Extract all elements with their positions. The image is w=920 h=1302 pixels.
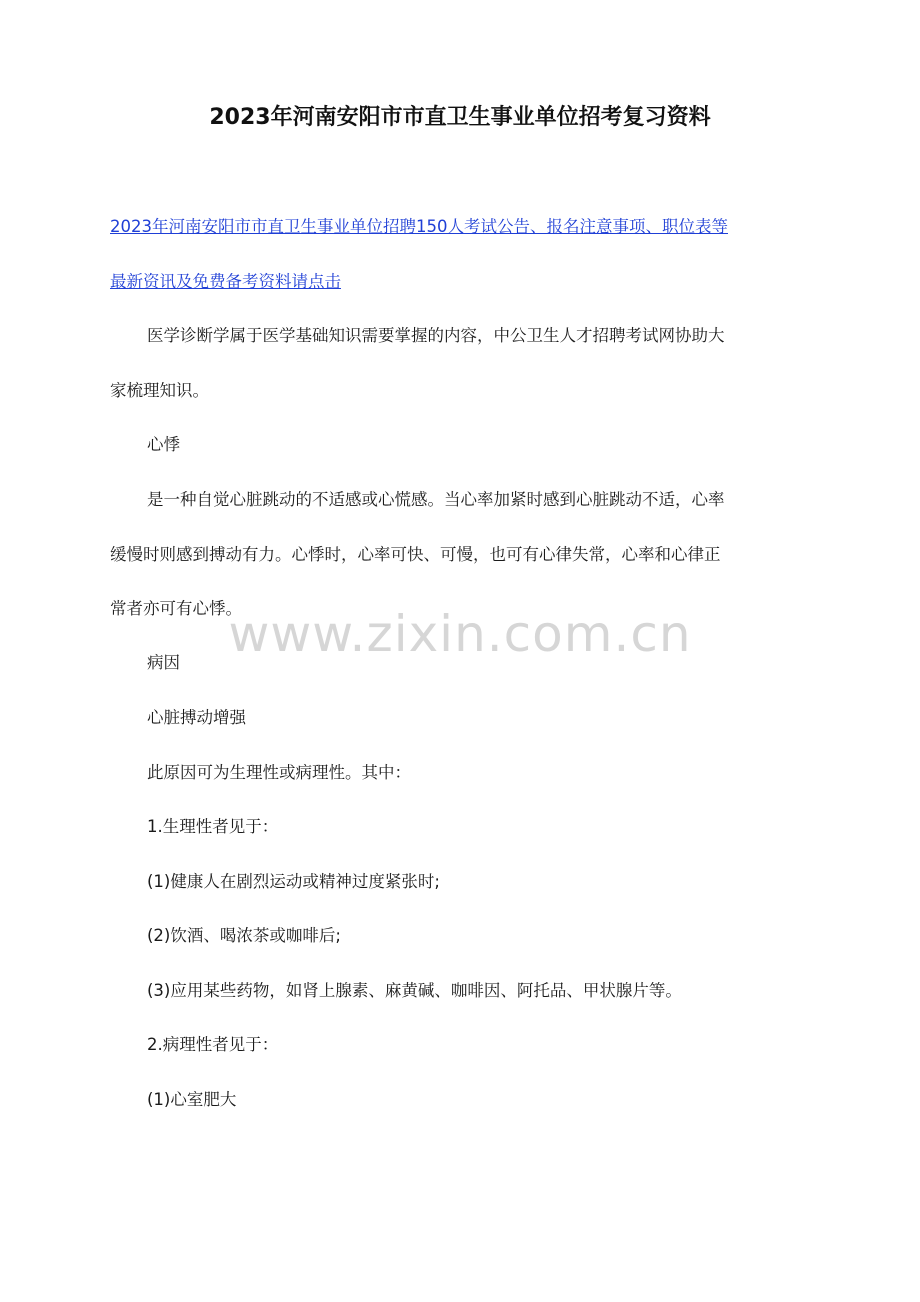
announcement-link-line-1[interactable]: 2023年河南安阳市市直卫生事业单位招聘150人考试公告、报名注意事项、职位表等	[110, 217, 728, 236]
heading-cause: 病因	[147, 653, 180, 672]
intro-paragraph-line-2: 家梳理知识。	[110, 381, 209, 400]
definition-line-2: 缓慢时则感到搏动有力。心悸时，心率可快、可慢，也可有心律失常，心率和心律正	[110, 545, 721, 564]
definition-line-1: 是一种自觉心脏跳动的不适感或心慌感。当心率加紧时感到心脏跳动不适，心率	[147, 490, 725, 509]
pathological-heading: 2.病理性者见于：	[147, 1035, 279, 1054]
heading-palpitation: 心悸	[147, 435, 180, 454]
definition-line-3: 常者亦可有心悸。	[110, 599, 242, 618]
physiological-item-2: (2)饮酒、喝浓茶或咖啡后;	[147, 926, 341, 945]
document-title: 2023年河南安阳市市直卫生事业单位招考复习资料	[209, 105, 711, 130]
heading-cardiac-contraction: 心脏搏动增强	[147, 708, 246, 727]
cause-intro: 此原因可为生理性或病理性。其中：	[147, 763, 411, 782]
physiological-item-3: (3)应用某些药物，如肾上腺素、麻黄碱、咖啡因、阿托品、甲状腺片等。	[147, 981, 682, 1000]
pathological-item-1: (1)心室肥大	[147, 1090, 237, 1109]
announcement-link-line-2[interactable]: 最新资讯及免费备考资料请点击	[110, 272, 341, 291]
physiological-heading: 1.生理性者见于：	[147, 817, 279, 836]
watermark: www.zixin.com.cn	[228, 605, 692, 663]
intro-paragraph-line-1: 医学诊断学属于医学基础知识需要掌握的内容，中公卫生人才招聘考试网协助大	[147, 326, 725, 345]
physiological-item-1: (1)健康人在剧烈运动或精神过度紧张时;	[147, 872, 440, 891]
